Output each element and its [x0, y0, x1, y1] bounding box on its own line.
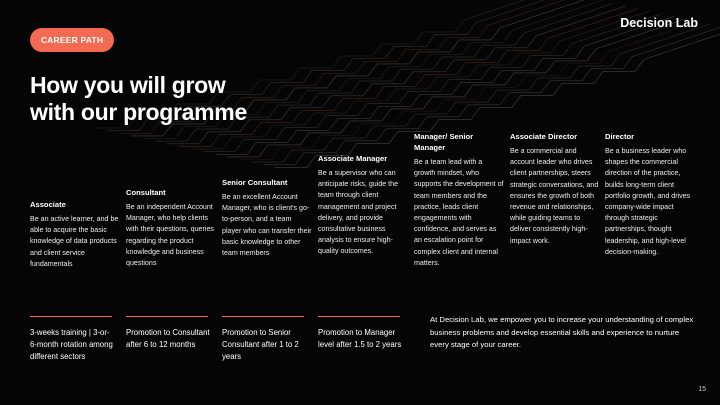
separator-line [222, 316, 304, 317]
role-description: Be an independent Account Manager, who help clients with their questions, queries regarding the product knowledge and business questions [126, 203, 214, 268]
promotion-text: Promotion to Senior Consultant after 1 to 2 years [222, 328, 299, 362]
role-senior-consultant [222, 177, 312, 259]
role-consultant [126, 187, 216, 269]
empower-statement: At Decision Lab, we empower you to increase your understanding of complex business problems and develop essential skills and experience to nurture every stage of your career. [430, 315, 694, 349]
promotion-text: Promotion to Manager level after 1.5 to 2 years [318, 328, 402, 350]
role-associate-manager [318, 153, 408, 258]
role-description: Be a commercial and account leader who drives client partnerships, steers strategic conversations, and ensures the growth of both revenue and relationships, while guiding teams to deliver consistently high-impact work. [510, 147, 599, 245]
role-title: Senior Consultant [222, 178, 288, 187]
brand-logo-text: Decision Lab [620, 16, 698, 30]
promotion-text: Promotion to Consultant after 6 to 12 months [126, 328, 210, 350]
role-associate [30, 199, 120, 270]
separator-line [30, 316, 112, 317]
separator-line [318, 316, 400, 317]
role-title: Associate Manager [318, 154, 388, 163]
role-title: Manager/ Senior Manager [414, 132, 474, 152]
role-manager [414, 131, 504, 269]
role-description: Be an excellent Account Manager, who is client's go-to-person, and a team player who can transfer their basic knowledge to other team members [222, 193, 312, 258]
separator-line [126, 316, 208, 317]
role-associate-director [510, 131, 600, 247]
role-title: Director [605, 132, 635, 141]
role-title: Associate Director [510, 132, 578, 141]
role-title: Associate [30, 200, 66, 209]
role-description: Be an active learner, and be able to acquire the basic knowledge of data products and client service fundamentals [30, 215, 119, 268]
role-director [605, 131, 695, 258]
career-path-tag: CAREER PATH [30, 28, 114, 52]
promotion-text: 3-weeks training | 3-or-6-month rotation among different sectors [30, 328, 113, 362]
role-description: Be a team lead with a growth mindset, who supports the development of team members and the practice, leads client engagements with confidence, and serves as an escalation point for complex client and internal matters. [414, 158, 504, 267]
page-title: How you will grow with our programme [30, 72, 247, 125]
page-number: 15 [698, 386, 706, 393]
role-description: Be a supervisor who can anticipate risks, guide the team through client management and project delivery, and provide consultative business analysis to ensure high-quality outcomes. [318, 169, 399, 256]
role-description: Be a business leader who shapes the commercial direction of the practice, builds long-term client portfolio growth, and drives company-wide impact through strategic partnerships, thought leadership, and high-level decision-making. [605, 147, 691, 256]
role-title: Consultant [126, 188, 166, 197]
